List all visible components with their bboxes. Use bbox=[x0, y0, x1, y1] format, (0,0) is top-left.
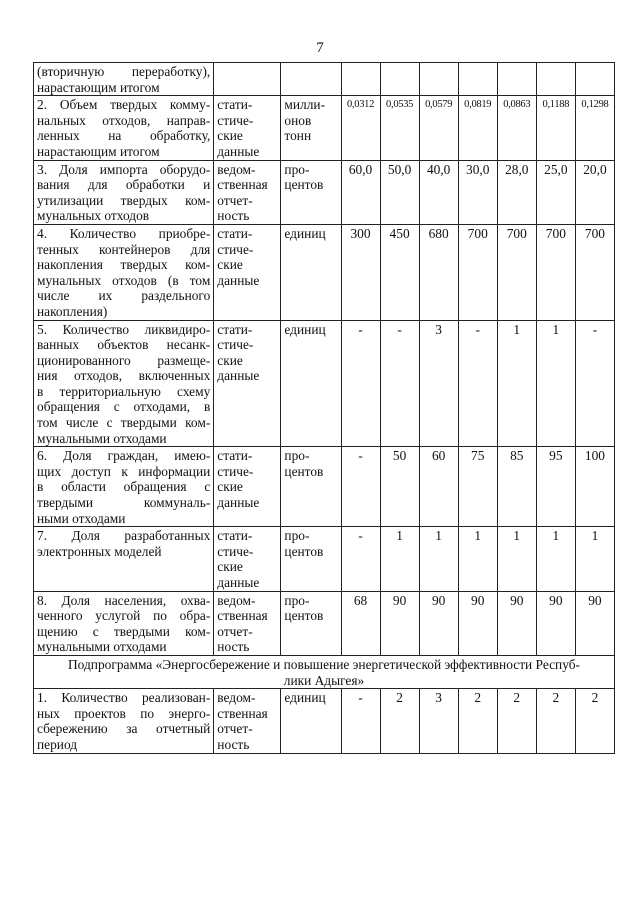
data-source-line: стиче- bbox=[217, 241, 254, 257]
indicator-name-line: щению с твердыми ком- bbox=[37, 623, 211, 639]
value-cell: 2 bbox=[575, 689, 614, 753]
subprogram-row bbox=[34, 655, 615, 688]
indicator-name-line: тенных контейнеров для bbox=[37, 241, 211, 257]
value-cell: 68 bbox=[341, 591, 380, 655]
data-source-line: стати- bbox=[217, 448, 253, 464]
value-cell: 700 bbox=[575, 224, 614, 320]
value-cell bbox=[575, 63, 614, 96]
value-cell: 90 bbox=[380, 591, 419, 655]
value-cell: 3 bbox=[419, 689, 458, 753]
value-cell: 450 bbox=[380, 224, 419, 320]
data-source-line: ведом- bbox=[217, 592, 256, 608]
value-cell: 1 bbox=[419, 527, 458, 591]
data-source-line: стати- bbox=[217, 321, 253, 337]
value-cell: 0,0312 bbox=[341, 96, 380, 160]
indicator-name-line: 7. Доля разработанных bbox=[37, 528, 211, 544]
data-source-line: данные bbox=[217, 368, 260, 384]
unit-line: центов bbox=[284, 177, 324, 193]
unit-line: про- bbox=[284, 448, 310, 464]
value-cell: - bbox=[341, 689, 380, 753]
value-cell: - bbox=[341, 320, 380, 447]
data-source-line: отчет- bbox=[217, 623, 253, 639]
indicator-name-line: ными отходами bbox=[37, 510, 126, 526]
indicator-name bbox=[34, 224, 214, 320]
value-cell: 60,0 bbox=[341, 160, 380, 224]
indicator-name-line: 3. Доля импорта оборудо- bbox=[37, 161, 211, 177]
value-cell: 1 bbox=[380, 527, 419, 591]
page-number: 7 bbox=[316, 40, 324, 56]
value-cell: 90 bbox=[536, 591, 575, 655]
unit-line: центов bbox=[284, 543, 324, 559]
data-source-line: ность bbox=[217, 736, 250, 752]
indicator-name-line: нальных отходов, направ- bbox=[37, 112, 211, 128]
indicator-name-line: щих доступ к информации bbox=[37, 463, 211, 479]
value-cell: 1 bbox=[536, 527, 575, 591]
value-cell: 700 bbox=[536, 224, 575, 320]
data-source-line: стиче- bbox=[217, 463, 254, 479]
value-cell: - bbox=[458, 320, 497, 447]
indicator-name-line: вания для обработки и bbox=[37, 177, 211, 193]
indicator-name bbox=[34, 527, 214, 591]
data-source-line: данные bbox=[217, 575, 260, 590]
unit bbox=[281, 689, 341, 753]
data-source-line: стати- bbox=[217, 225, 253, 241]
value-cell bbox=[380, 63, 419, 96]
table-row bbox=[34, 160, 615, 224]
indicator-name-line: накопления твердых ком- bbox=[37, 257, 211, 273]
data-source bbox=[214, 320, 281, 447]
data-source bbox=[214, 689, 281, 753]
data-source-line: стати- bbox=[217, 97, 253, 113]
indicator-name-line: утилизации твердых ком- bbox=[37, 192, 211, 208]
data-source bbox=[214, 224, 281, 320]
indicator-name bbox=[34, 591, 214, 655]
indicator-name-line: нарастающим итогом bbox=[37, 143, 160, 159]
value-cell: 1 bbox=[575, 527, 614, 591]
indicator-name-line: нарастающим итогом bbox=[37, 79, 160, 95]
table-row bbox=[34, 96, 615, 160]
data-source-line: ственная bbox=[217, 177, 268, 193]
indicator-name-line: ченного услугой по обра- bbox=[37, 608, 211, 624]
value-cell: 90 bbox=[419, 591, 458, 655]
value-cell: 0,1188 bbox=[536, 96, 575, 160]
unit-line: про- bbox=[284, 592, 310, 608]
unit-line: единиц bbox=[284, 225, 326, 241]
value-cell: 50,0 bbox=[380, 160, 419, 224]
indicator-name-line: ных проектов по энерго- bbox=[37, 705, 211, 721]
data-source-line: отчет- bbox=[217, 192, 253, 208]
unit-line: тонн bbox=[284, 128, 312, 144]
indicator-name-line: мунальными отходами bbox=[37, 430, 167, 446]
indicator-name bbox=[34, 689, 214, 753]
unit bbox=[281, 447, 341, 527]
data-source-line: стиче- bbox=[217, 112, 254, 128]
value-cell: 0,0819 bbox=[458, 96, 497, 160]
unit bbox=[281, 224, 341, 320]
value-cell: 2 bbox=[380, 689, 419, 753]
data-source-line: ские bbox=[217, 257, 243, 273]
data-source-line: ственная bbox=[217, 608, 268, 624]
table-row bbox=[34, 527, 615, 591]
indicator-name-line: сбережению за отчетный bbox=[37, 721, 211, 737]
subprogram-title bbox=[34, 655, 615, 688]
indicator-name-line: мунальными отходами bbox=[37, 639, 167, 655]
indicator-name-line: в области обращения с bbox=[37, 479, 211, 495]
value-cell: - bbox=[380, 320, 419, 447]
value-cell: 1 bbox=[497, 320, 536, 447]
indicator-name-line: 1. Количество реализован- bbox=[37, 690, 211, 706]
data-source-line: ведом- bbox=[217, 161, 256, 177]
value-cell: 700 bbox=[458, 224, 497, 320]
value-cell: 0,1298 bbox=[575, 96, 614, 160]
value-cell: 0,0579 bbox=[419, 96, 458, 160]
indicator-name-line: мунальных отходов (в том bbox=[37, 272, 211, 288]
value-cell bbox=[419, 63, 458, 96]
value-cell bbox=[341, 63, 380, 96]
value-cell: 1 bbox=[497, 527, 536, 591]
indicator-name-line: обращения с отходами, в bbox=[37, 399, 211, 415]
data-source bbox=[214, 96, 281, 160]
value-cell: 30,0 bbox=[458, 160, 497, 224]
indicator-name bbox=[34, 96, 214, 160]
indicator-name-line: твердыми коммуналь- bbox=[37, 495, 211, 511]
indicator-name-line: мунальных отходов bbox=[37, 208, 150, 224]
indicator-name-line: том числе с твердыми ком- bbox=[37, 415, 211, 431]
indicator-name-line: 5. Количество ликвидиро- bbox=[37, 321, 211, 337]
indicator-name-line: ленных на обработку, bbox=[37, 128, 211, 144]
indicator-name-line: 2. Объем твердых комму- bbox=[37, 97, 211, 113]
value-cell: 85 bbox=[497, 447, 536, 527]
value-cell: 20,0 bbox=[575, 160, 614, 224]
unit-line: единиц bbox=[284, 690, 326, 706]
value-cell: 90 bbox=[458, 591, 497, 655]
indicator-name-line: в территориальную схему bbox=[37, 383, 211, 399]
value-cell: 2 bbox=[497, 689, 536, 753]
table-row bbox=[34, 320, 615, 447]
indicator-name-line: числе их раздельного bbox=[37, 288, 211, 304]
value-cell: 700 bbox=[497, 224, 536, 320]
unit bbox=[281, 320, 341, 447]
indicators-table bbox=[33, 62, 615, 754]
indicator-name-line: ванных объектов несанк- bbox=[37, 337, 211, 353]
value-cell bbox=[536, 63, 575, 96]
indicator-name-line: ционированного размеще- bbox=[37, 352, 211, 368]
value-cell: - bbox=[575, 320, 614, 447]
unit-line: единиц bbox=[284, 321, 326, 337]
indicator-name-line: ния отходов, включенных bbox=[37, 368, 211, 384]
unit bbox=[281, 96, 341, 160]
indicator-name-line: электронных моделей bbox=[37, 543, 162, 559]
data-source-line: ские bbox=[217, 128, 243, 144]
data-source-line: данные bbox=[217, 495, 260, 511]
data-source-line: ские bbox=[217, 352, 243, 368]
value-cell: 28,0 bbox=[497, 160, 536, 224]
data-source-line: стати- bbox=[217, 528, 253, 544]
subprogram-title-line: лики Адыгея» bbox=[283, 672, 365, 688]
indicator-name-line: 8. Доля населения, охва- bbox=[37, 592, 211, 608]
value-cell: 50 bbox=[380, 447, 419, 527]
value-cell: 2 bbox=[536, 689, 575, 753]
value-cell: - bbox=[341, 527, 380, 591]
indicator-name bbox=[34, 447, 214, 527]
unit bbox=[281, 527, 341, 591]
value-cell: 25,0 bbox=[536, 160, 575, 224]
indicator-name-line: накопления) bbox=[37, 303, 108, 319]
data-source bbox=[214, 527, 281, 591]
value-cell: 90 bbox=[575, 591, 614, 655]
unit-line: онов bbox=[284, 112, 312, 128]
data-source bbox=[214, 160, 281, 224]
unit-line: центов bbox=[284, 463, 324, 479]
data-source-line: стиче- bbox=[217, 337, 254, 353]
value-cell: 95 bbox=[536, 447, 575, 527]
data-source bbox=[214, 591, 281, 655]
value-cell: 680 bbox=[419, 224, 458, 320]
value-cell: 3 bbox=[419, 320, 458, 447]
value-cell: 40,0 bbox=[419, 160, 458, 224]
value-cell: 100 bbox=[575, 447, 614, 527]
value-cell: 0,0535 bbox=[380, 96, 419, 160]
unit-line: центов bbox=[284, 608, 324, 624]
value-cell: 1 bbox=[536, 320, 575, 447]
unit-line: милли- bbox=[284, 97, 326, 113]
data-source-line: ведом- bbox=[217, 690, 256, 706]
value-cell: - bbox=[341, 447, 380, 527]
data-source-line: отчет- bbox=[217, 721, 253, 737]
value-cell: 0,0863 bbox=[497, 96, 536, 160]
value-cell: 300 bbox=[341, 224, 380, 320]
data-source bbox=[214, 63, 281, 96]
data-source bbox=[214, 447, 281, 527]
value-cell: 90 bbox=[497, 591, 536, 655]
unit-line: про- bbox=[284, 161, 310, 177]
table-row bbox=[34, 689, 615, 753]
indicator-name bbox=[34, 63, 214, 96]
table-row bbox=[34, 447, 615, 527]
value-cell: 2 bbox=[458, 689, 497, 753]
data-source-line: ские bbox=[217, 559, 243, 575]
data-source-line: ские bbox=[217, 479, 243, 495]
data-source-line: ственная bbox=[217, 705, 268, 721]
value-cell: 75 bbox=[458, 447, 497, 527]
data-source-line: данные bbox=[217, 143, 260, 159]
value-cell: 1 bbox=[458, 527, 497, 591]
unit-line: про- bbox=[284, 528, 310, 544]
data-source-line: данные bbox=[217, 272, 260, 288]
indicator-name bbox=[34, 160, 214, 224]
data-source-line: ность bbox=[217, 208, 250, 224]
subprogram-title-line: Подпрограмма «Энергосбережение и повышение энергетической эффективности Респуб- bbox=[67, 656, 581, 672]
indicator-name-line: 4. Количество приобре- bbox=[37, 225, 211, 241]
value-cell: 60 bbox=[419, 447, 458, 527]
indicator-name-line: (вторичную переработку), bbox=[37, 64, 211, 79]
indicator-name-line: период bbox=[37, 736, 78, 752]
indicator-name-line: 6. Доля граждан, имею- bbox=[37, 448, 211, 464]
unit bbox=[281, 591, 341, 655]
unit bbox=[281, 63, 341, 96]
table-row bbox=[34, 224, 615, 320]
unit bbox=[281, 160, 341, 224]
indicator-name bbox=[34, 320, 214, 447]
value-cell bbox=[497, 63, 536, 96]
data-source-line: стиче- bbox=[217, 543, 254, 559]
data-source-line: ность bbox=[217, 639, 250, 655]
table-row bbox=[34, 63, 615, 96]
table-row bbox=[34, 591, 615, 655]
value-cell bbox=[458, 63, 497, 96]
